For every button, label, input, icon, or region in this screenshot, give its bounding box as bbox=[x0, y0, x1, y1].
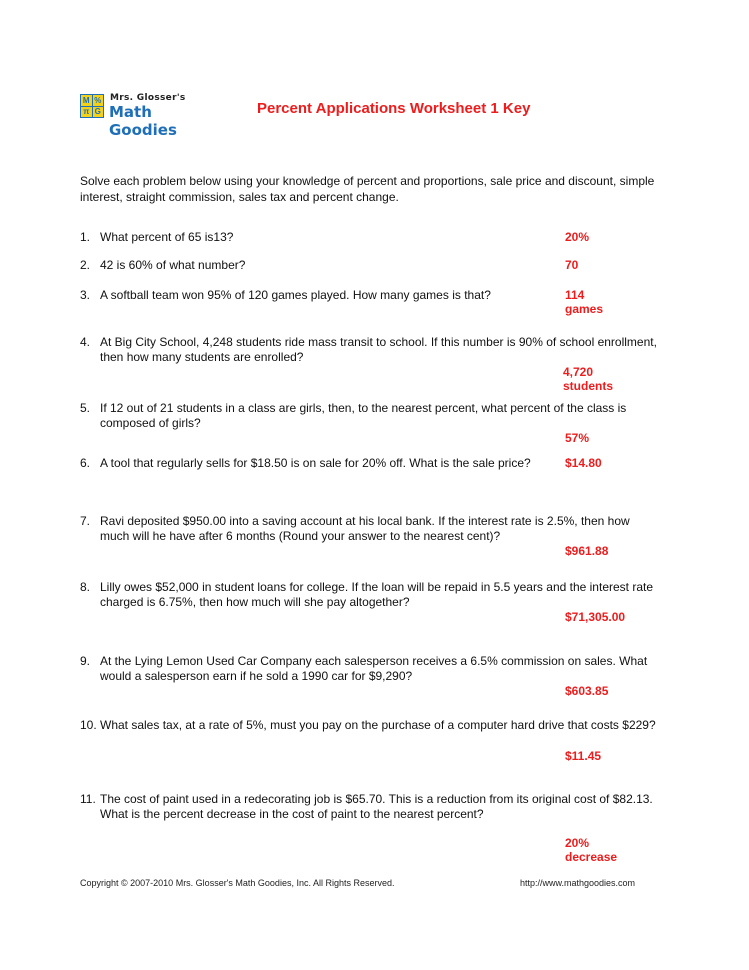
question-number: 11. bbox=[80, 792, 96, 806]
logo-tile: M bbox=[82, 95, 90, 105]
answer: $603.85 bbox=[565, 684, 609, 698]
answer: 114 games bbox=[565, 288, 604, 316]
question-item bbox=[80, 718, 660, 733]
question-item bbox=[80, 792, 660, 822]
question-number: 5. bbox=[80, 401, 91, 415]
question-number: 9. bbox=[80, 654, 91, 668]
math-goodies-logo bbox=[80, 93, 220, 139]
question-text: Lilly owes $52,000 in student loans for college. If the loan will be repaid in 5.5 years and the interest rate charged is 6.75%, then how much will she pay altogether? bbox=[100, 580, 654, 609]
question-text: At Big City School, 4,248 students ride mass transit to school. If this number is 90% of school enrollment, then how many students are enrolled? bbox=[100, 335, 657, 364]
answer: 20% decrease bbox=[565, 836, 618, 864]
question-text: 42 is 60% of what number? bbox=[100, 258, 246, 272]
question-item bbox=[80, 401, 660, 431]
answer: 57% bbox=[565, 431, 590, 445]
question-number: 6. bbox=[80, 456, 91, 470]
answer: $14.80 bbox=[565, 456, 602, 470]
logo-tile: G bbox=[93, 107, 104, 118]
question-number: 3. bbox=[80, 288, 91, 302]
answer: 20% bbox=[565, 230, 590, 244]
question-number: 10. bbox=[80, 718, 97, 732]
question-text: A softball team won 95% of 120 games played. How many games is that? bbox=[100, 288, 491, 302]
logo-tile: π bbox=[81, 107, 92, 118]
answer: $961.88 bbox=[565, 544, 609, 558]
question-item bbox=[80, 514, 660, 544]
answer: 4,720 students bbox=[563, 365, 614, 393]
answer: $11.45 bbox=[565, 749, 602, 763]
question-text: The cost of paint used in a redecorating job is $65.70. This is a reduction from its original cost of $82.13. What is the percent decrease in the cost of paint to the nearest percent? bbox=[100, 792, 653, 821]
question-text: What percent of 65 is13? bbox=[100, 230, 234, 244]
page-title: Percent Applications Worksheet 1 Key bbox=[257, 100, 531, 117]
question-number: 8. bbox=[80, 580, 91, 594]
question-number: 1. bbox=[80, 230, 91, 244]
copyright: Copyright © 2007-2010 Mrs. Glosser's Math Goodies, Inc. All Rights Reserved. bbox=[80, 878, 395, 888]
logo-grid-icon bbox=[80, 94, 104, 118]
question-number: 7. bbox=[80, 514, 91, 528]
answer: $71,305.00 bbox=[565, 610, 626, 624]
question-number: 2. bbox=[80, 258, 91, 272]
question-item bbox=[80, 654, 660, 684]
logo-tile: % bbox=[94, 95, 102, 105]
logo-line1: Mrs. Glosser's bbox=[110, 93, 186, 103]
question-item bbox=[80, 580, 660, 610]
question-item bbox=[80, 335, 660, 365]
question-text: A tool that regularly sells for $18.50 is on sale for 20% off. What is the sale price? bbox=[100, 456, 531, 470]
question-text: If 12 out of 21 students in a class are girls, then, to the nearest percent, what percent of the class is composed of girls? bbox=[100, 401, 627, 430]
question-number: 4. bbox=[80, 335, 91, 349]
question-text: What sales tax, at a rate of 5%, must you pay on the purchase of a computer hard drive that costs $229? bbox=[100, 718, 656, 732]
logo-line2: Math Goodies bbox=[109, 103, 177, 139]
question-text: Ravi deposited $950.00 into a saving account at his local bank. If the interest rate is 2.5%, then how much will he have after 6 months (Round your answer to the nearest cent)? bbox=[100, 514, 630, 543]
answer: 70 bbox=[565, 258, 579, 272]
website-url[interactable]: http://www.mathgoodies.com bbox=[520, 878, 636, 888]
instructions: Solve each problem below using your knowledge of percent and proportions, sale price and discount, simple interest, straight commission, sales tax and percent change. bbox=[80, 174, 655, 204]
question-text: At the Lying Lemon Used Car Company each salesperson receives a 6.5% commission on sales. What would a salesperson earn if he sold a 1990 car for $9,290? bbox=[100, 654, 648, 683]
